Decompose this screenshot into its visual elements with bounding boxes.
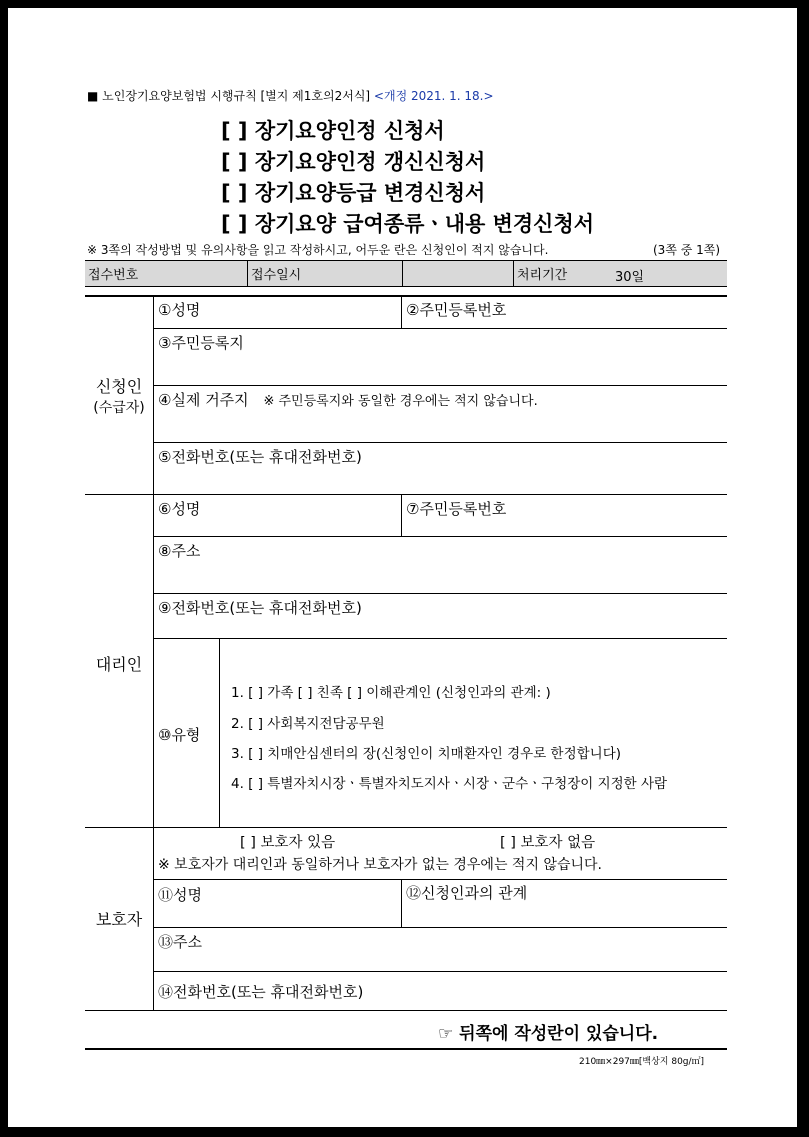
- guardian-name-field[interactable]: ⑪성명: [158, 886, 202, 904]
- guardian-note: ※ 보호자가 대리인과 동일하거나 보호자가 없는 경우에는 적지 않습니다.: [158, 857, 602, 873]
- agent-rrn-field[interactable]: ⑦주민등록번호: [406, 500, 507, 518]
- guardian-no-checkbox[interactable]: [ ] 보호자 없음: [500, 835, 596, 851]
- applicant-rrn-field[interactable]: ②주민등록번호: [406, 301, 507, 319]
- agent-type-option-2[interactable]: 2. [ ] 사회복지전담공무원: [231, 716, 385, 732]
- square-bullet-icon: ■: [87, 89, 99, 103]
- guardian-phone-field[interactable]: ⑭전화번호(또는 휴대전화번호): [158, 983, 364, 1001]
- guardian-address-field[interactable]: ⑬주소: [158, 933, 202, 951]
- processing-period-value: 30일: [615, 270, 645, 285]
- title-benefit-change: [ ] 장기요양 급여종류ㆍ내용 변경신청서: [221, 212, 595, 236]
- receipt-number-label: 접수번호: [88, 268, 139, 283]
- paper-spec: 210㎜×297㎜[백상지 80g/㎡]: [579, 1057, 705, 1067]
- applicant-name-field[interactable]: ①성명: [158, 301, 201, 319]
- applicant-sublabel: (수급자): [93, 400, 145, 416]
- instruction-note: ※ 3쪽의 작성방법 및 유의사항을 읽고 작성하시고, 어두운 란은 신청인이 적지 않습니다.: [87, 243, 549, 257]
- actual-address-label: ④실제 거주지: [158, 391, 249, 409]
- title-renewal: [ ] 장기요양인정 갱신신청서: [221, 150, 486, 174]
- applicant-section-label: [85, 374, 153, 417]
- agent-name-field[interactable]: ⑥성명: [158, 500, 201, 518]
- title-application: [ ] 장기요양인정 신청서: [221, 119, 445, 143]
- applicant-reg-address-field[interactable]: ③주민등록지: [158, 334, 244, 352]
- processing-period-label: 처리기간: [517, 268, 568, 283]
- receipt-date-label: 접수일시: [251, 268, 302, 283]
- back-page-note: ☞ 뒤쪽에 작성란이 있습니다.: [438, 1024, 659, 1044]
- guardian-yes-checkbox[interactable]: [ ] 보호자 있음: [240, 835, 336, 851]
- law-reference: [87, 87, 494, 104]
- agent-address-field[interactable]: ⑧주소: [158, 542, 201, 560]
- applicant-label: 신청인: [95, 377, 143, 396]
- page-count: (3쪽 중 1쪽): [653, 243, 721, 257]
- agent-type-label: ⑩유형: [158, 726, 201, 744]
- applicant-phone-field[interactable]: ⑤전화번호(또는 휴대전화번호): [158, 448, 362, 466]
- revision-date: <개정 2021. 1. 18.>: [373, 89, 494, 103]
- applicant-actual-address-field[interactable]: [158, 389, 538, 410]
- agent-type-option-4[interactable]: 4. [ ] 특별자치시장ㆍ특별자치도지사ㆍ시장ㆍ군수ㆍ구청장이 지정한 사람: [231, 776, 668, 792]
- guardian-relation-field[interactable]: ⑫신청인과의 관계: [406, 884, 528, 902]
- form-page: [8, 8, 797, 1127]
- agent-type-option-3[interactable]: 3. [ ] 치매안심센터의 장(신청인이 치매환자인 경우로 한정합니다): [231, 746, 622, 762]
- title-grade-change: [ ] 장기요양등급 변경신청서: [221, 181, 486, 205]
- agent-section-label: 대리인: [95, 655, 143, 674]
- actual-address-note: ※ 주민등록지와 동일한 경우에는 적지 않습니다.: [263, 394, 538, 409]
- agent-type-option-1[interactable]: 1. [ ] 가족 [ ] 친족 [ ] 이해관계인 (신청인과의 관계: ): [231, 685, 551, 701]
- agent-phone-field[interactable]: ⑨전화번호(또는 휴대전화번호): [158, 599, 362, 617]
- law-text: 노인장기요양보험법 시행규칙 [별지 제1호의2서식]: [102, 89, 371, 103]
- guardian-section-label: 보호자: [95, 910, 143, 929]
